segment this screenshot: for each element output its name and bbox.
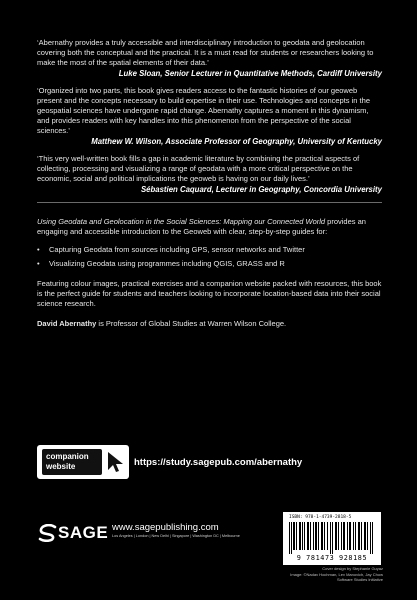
sage-swoosh-icon: [38, 524, 58, 542]
feature-list: [37, 245, 382, 269]
publisher-website-link[interactable]: www.sagepublishing.com: [112, 522, 219, 533]
section-divider: [37, 202, 382, 203]
quote-author: Luke Sloan, Senior Lecturer in Quantitative Methods, Cardiff University: [118, 69, 382, 78]
image-credit: Image: ©Nadav Hochman, Lev Manovich, Jay Chow: [290, 571, 383, 577]
badge-line-companion: companion: [46, 452, 89, 461]
back-cover-content: [37, 38, 382, 339]
endorsement-quote: [37, 38, 382, 79]
isbn-label: ISBN: 978-1-4739-2818-5: [289, 515, 352, 520]
sage-wordmark: SAGE: [58, 523, 109, 542]
endorsement-quote: [37, 86, 382, 147]
companion-website-badge: [37, 445, 129, 479]
cover-design-credit: Cover design by Stephanie Guyaz: [322, 566, 383, 571]
author-name: David Abernathy: [37, 319, 97, 328]
book-description: [37, 217, 382, 237]
quote-author: Sébastien Caquard, Lecturer in Geography, Concordia University: [140, 185, 382, 194]
sage-logo: [38, 522, 110, 544]
quote-text: ‘This very well-written book fills a gap in academic literature by combining the practical aspects of collecting, processing and visualizing a range of geodata with a more critical perspective on the economic, social and political implications the geoweb is having on our daily lives.’: [37, 154, 360, 183]
quote-author: Matthew W. Wilson, Associate Professor of Geography, University of Kentucky: [91, 137, 382, 146]
featuring-paragraph: Featuring colour images, practical exercises and a companion website packed with resources, this book is the perfect guide for students and teachers looking to incorporate location-based data into their social science research.: [37, 279, 382, 308]
companion-website-link[interactable]: https://study.sagepub.com/abernathy: [134, 457, 303, 468]
image-credits: [283, 566, 383, 583]
feature-item: • Capturing Geodata from sources including GPS, sensor networks and Twitter: [37, 245, 382, 255]
image-credit-2: Software Studies Initiative: [336, 577, 383, 582]
barcode-digits: 9 781473 928185: [296, 554, 368, 562]
cursor-arrow-icon: [105, 450, 125, 474]
author-bio: [37, 319, 382, 329]
badge-line-website: website: [46, 462, 76, 471]
isbn-barcode-box: [283, 512, 381, 565]
description-text: provides an engaging and accessible introduction to the Geoweb with clear, step-by-step guides for:: [37, 217, 366, 236]
companion-website-block: [37, 445, 382, 479]
badge-label: [42, 449, 102, 475]
quote-text: ‘Abernathy provides a truly accessible and interdisciplinary introduction to geodata and geolocation covering both the conceptual and the practical. It is a must read for students or researchers looking to make the most of the spatial elements of their data.’: [37, 38, 374, 67]
endorsement-quote: [37, 154, 382, 195]
feature-item: • Visualizing Geodata using programmes including QGIS, GRASS and R: [37, 259, 382, 269]
publisher-cities: Los Angeles | London | New Delhi | Singapore | Washington DC | Melbourne: [112, 534, 240, 538]
barcode-graphic: [289, 522, 375, 554]
book-title: Using Geodata and Geolocation in the Social Sciences: Mapping our Connected World: [37, 217, 326, 226]
author-bio-text: is Professor of Global Studies at Warren Wilson College.: [96, 319, 287, 328]
quote-text: ‘Organized into two parts, this book gives readers access to the fantastic histories of our geoweb present and the concepts necessary to build expertise in their use. Technologies and concepts in the geospatial sciences have undergone rapid change. Abernathy captures a moment in this dynamism, and provides readers with key handles into this phenomenon from the perspective of the social sciences.’: [37, 86, 370, 135]
